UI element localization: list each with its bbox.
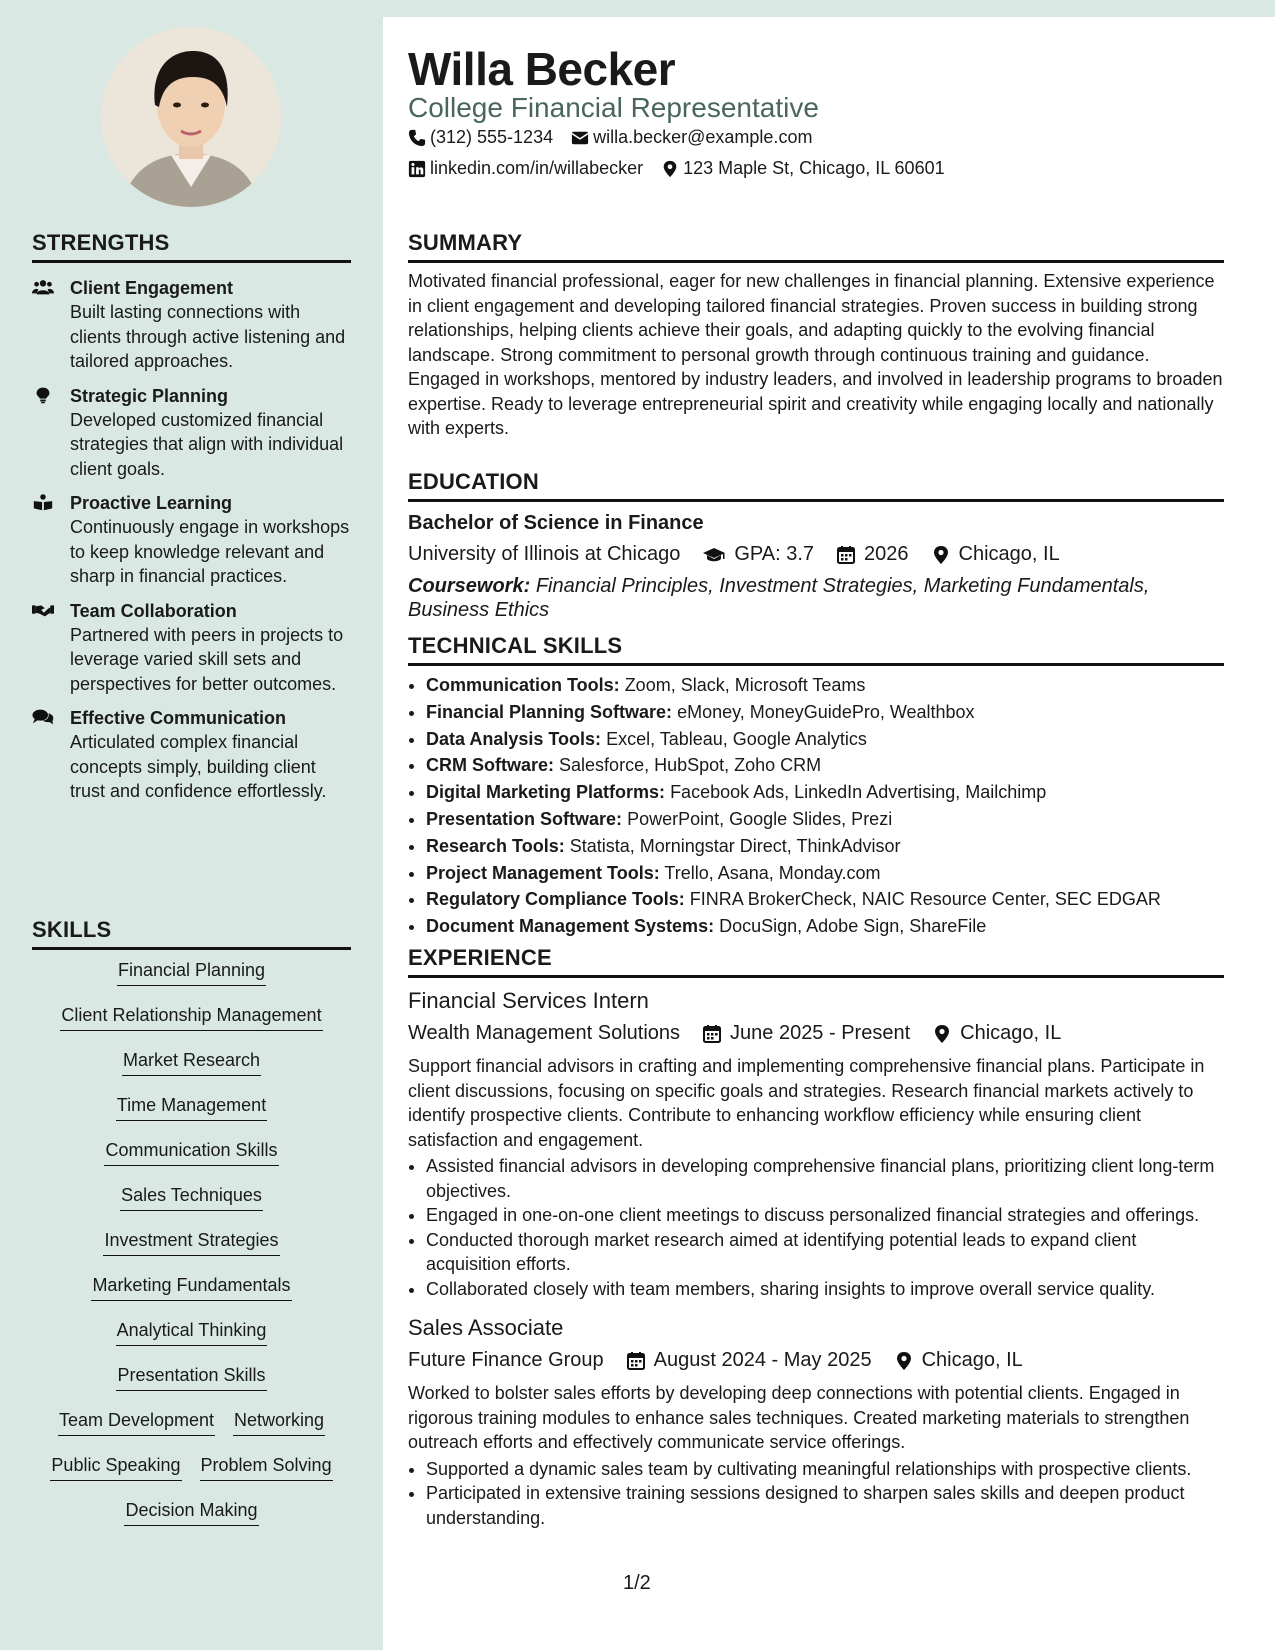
coursework (408, 574, 1224, 622)
skills-list (32, 958, 351, 1543)
education-location: Chicago, IL (958, 543, 1060, 565)
contact-row-1 (408, 127, 812, 148)
users-icon (32, 276, 70, 374)
list-item: • Financial Planning Software: eMoney, MoneyGuidePro, Wealthbox (426, 699, 1224, 726)
skill-tag: Client Relationship Management (60, 1003, 322, 1031)
strength-title: Effective Communication (70, 708, 287, 728)
skill-tag: Marketing Fundamentals (91, 1273, 291, 1301)
skills-section (32, 917, 351, 1543)
summary-text: Motivated financial professional, eager for new challenges in financial planning. Extensive experience in client engagement and developing tailored financial strategies. Proven success in building strong relationships, helping clients achieve their goals, and adapting quickly to the evolving financial landscape. Strong commitment to personal growth through continuous training and guidance. Engaged in workshops, mentored by industry leaders, and involved in leadership programs to broaden expertise. Ready to leverage entrepreneurial spirit and creativity while engaging locally and nationally with experts. (408, 271, 1223, 438)
list-item: • Data Analysis Tools: Excel, Tableau, Google Analytics (426, 726, 1224, 753)
skill-tag: Presentation Skills (116, 1363, 266, 1391)
page-number: 1/2 (623, 1572, 651, 1594)
list-item: • CRM Software: Salesforce, HubSpot, Zoho CRM (426, 752, 1224, 779)
experience-heading: EXPERIENCE (408, 945, 1224, 978)
skill-tag: Team Development (58, 1408, 215, 1436)
job-dates: August 2024 - May 2025 (653, 1349, 872, 1371)
list-item: • Engaged in one-on-one client meetings to discuss personalized financial strategies and offerings. (426, 1203, 1224, 1228)
gpa: GPA: 3.7 (734, 543, 815, 565)
calendar-icon (626, 1351, 646, 1371)
skill-tag: Time Management (116, 1093, 267, 1121)
technical-skills-heading: TECHNICAL SKILLS (408, 633, 1224, 666)
skill-tag: Communication Skills (104, 1138, 278, 1166)
skill-tag: Networking (233, 1408, 325, 1436)
job-summary: Worked to bolster sales efforts by developing deep connections with potential clients. Engaged in rigorous training modules to enhance sales techniques. Created marketing materials to strengthen outreach efforts and effectively communicate service offerings. (408, 1383, 1190, 1452)
education-meta (408, 543, 1224, 566)
email-link[interactable]: willa.becker@example.com (593, 127, 813, 147)
phone-text[interactable]: (312) 555-1234 (430, 127, 554, 147)
coursework-list: Financial Principles, Investment Strategies, Marketing Fundamentals, Business Ethics (408, 575, 1150, 621)
profile-photo-illustration (101, 27, 281, 207)
strength-item (32, 276, 351, 374)
summary-heading: SUMMARY (408, 230, 1224, 263)
skill-tag: Sales Techniques (120, 1183, 263, 1211)
technical-skills-list (408, 672, 1224, 940)
main-content (383, 17, 1275, 1650)
strengths-heading: STRENGTHS (32, 230, 351, 263)
degree: Bachelor of Science in Finance (408, 512, 704, 534)
skill-tag: Analytical Thinking (116, 1318, 268, 1346)
list-item: • Communication Tools: Zoom, Slack, Microsoft Teams (426, 672, 1224, 699)
map-pin-icon (894, 1351, 914, 1371)
skill-tag: Financial Planning (117, 958, 266, 986)
avatar (101, 27, 281, 207)
list-item: • Collaborated closely with team members, sharing insights to improve overall service quality. (426, 1277, 1224, 1302)
linkedin-link[interactable]: linkedin.com/in/willabecker (430, 158, 644, 178)
list-item: • Regulatory Compliance Tools: FINRA BrokerCheck, NAIC Resource Center, SEC EDGAR (426, 886, 1224, 913)
list-item: • Participated in extensive training sessions designed to sharpen sales skills and deepen product understanding. (426, 1481, 1224, 1530)
job-summary: Support financial advisors in crafting and implementing comprehensive financial plans. Participate in client discussions, focusing on specific goals and strategies. Research financial markets actively to identify prospective clients. Contribute to enhancing workflow efficiency while ensuring client satisfaction and engagement. (408, 1056, 1205, 1150)
company-name: Wealth Management Solutions (408, 1022, 681, 1044)
list-item: • Digital Marketing Platforms: Facebook Ads, LinkedIn Advertising, Mailchimp (426, 779, 1224, 806)
strength-desc: Built lasting connections with clients through active listening and tailored approaches. (70, 302, 346, 371)
coursework-label: Coursework: (408, 575, 531, 597)
candidate-name: Willa Becker (408, 43, 676, 95)
job-meta (408, 1349, 1224, 1372)
map-pin-icon (932, 1024, 952, 1044)
education-section (408, 469, 1224, 622)
experience-section (408, 945, 1224, 1530)
education-heading: EDUCATION (408, 469, 1224, 502)
list-item: • Project Management Tools: Trello, Asana, Monday.com (426, 860, 1224, 887)
list-item: • Presentation Software: PowerPoint, Google Slides, Prezi (426, 806, 1224, 833)
skill-tag: Market Research (122, 1048, 261, 1076)
strength-title: Strategic Planning (70, 385, 229, 406)
graduation-year: 2026 (864, 543, 909, 565)
job-meta (408, 1022, 1224, 1045)
strengths-section (32, 230, 351, 804)
strength-item (32, 491, 351, 589)
strength-desc: Developed customized financial strategies that align with individual client goals. (70, 409, 344, 479)
candidate-role: College Financial Representative (408, 92, 819, 123)
calendar-icon (702, 1024, 722, 1044)
job-title: Sales Associate (408, 1315, 564, 1340)
skill-tag: Problem Solving (200, 1453, 333, 1481)
lightbulb-icon (32, 384, 70, 482)
list-item: • Assisted financial advisors in developing comprehensive financial plans, prioritizing client long-term objectives. (426, 1154, 1224, 1203)
graduation-cap-icon (702, 545, 726, 565)
list-item: • Research Tools: Statista, Morningstar Direct, ThinkAdvisor (426, 833, 1224, 860)
envelope-icon (571, 129, 589, 147)
comments-icon (32, 706, 70, 804)
strength-desc: Partnered with peers in projects to leverage varied skill sets and perspectives for better outcomes. (70, 624, 344, 694)
strength-item (32, 599, 351, 697)
strength-desc: Continuously engage in workshops to keep knowledge relevant and sharp in financial practices. (70, 517, 350, 586)
list-item: • Document Management Systems: DocuSign, Adobe Sign, ShareFile (426, 913, 1224, 940)
linkedin-icon (408, 160, 426, 178)
sidebar (0, 0, 383, 1650)
school-name: University of Illinois at Chicago (408, 543, 681, 565)
strength-item (32, 706, 351, 804)
list-item: • Conducted thorough market research aimed at identifying potential leads to expand client acquisition efforts. (426, 1228, 1224, 1277)
strength-title: Client Engagement (70, 278, 234, 298)
strength-desc: Articulated complex financial concepts simply, building client trust and confidence effortlessly. (70, 732, 327, 801)
job-dates: June 2025 - Present (730, 1022, 911, 1044)
map-pin-icon (931, 545, 951, 565)
skill-tag: Investment Strategies (103, 1228, 279, 1256)
strength-title: Team Collaboration (70, 600, 237, 621)
job-bullets (408, 1457, 1224, 1531)
list-item: • Supported a dynamic sales team by cultivating meaningful relationships with prospective clients. (426, 1457, 1224, 1482)
address-text: 123 Maple St, Chicago, IL 60601 (683, 158, 945, 178)
technical-skills-section (408, 633, 1224, 940)
skill-tag: Decision Making (124, 1498, 258, 1526)
map-pin-icon (661, 160, 679, 178)
strength-item (32, 384, 351, 482)
job-title: Financial Services Intern (408, 988, 649, 1013)
strength-title: Proactive Learning (70, 493, 233, 513)
contact-row-2 (408, 158, 945, 179)
skills-heading: SKILLS (32, 917, 351, 950)
job-bullets (408, 1154, 1224, 1301)
company-name: Future Finance Group (408, 1349, 604, 1371)
skill-tag: Public Speaking (50, 1453, 181, 1481)
summary-section (408, 230, 1224, 441)
job-location: Chicago, IL (921, 1349, 1023, 1371)
handshake-icon (32, 599, 70, 697)
calendar-icon (836, 545, 856, 565)
book-reader-icon (32, 491, 70, 589)
job-location: Chicago, IL (960, 1022, 1062, 1044)
phone-icon (408, 129, 426, 147)
